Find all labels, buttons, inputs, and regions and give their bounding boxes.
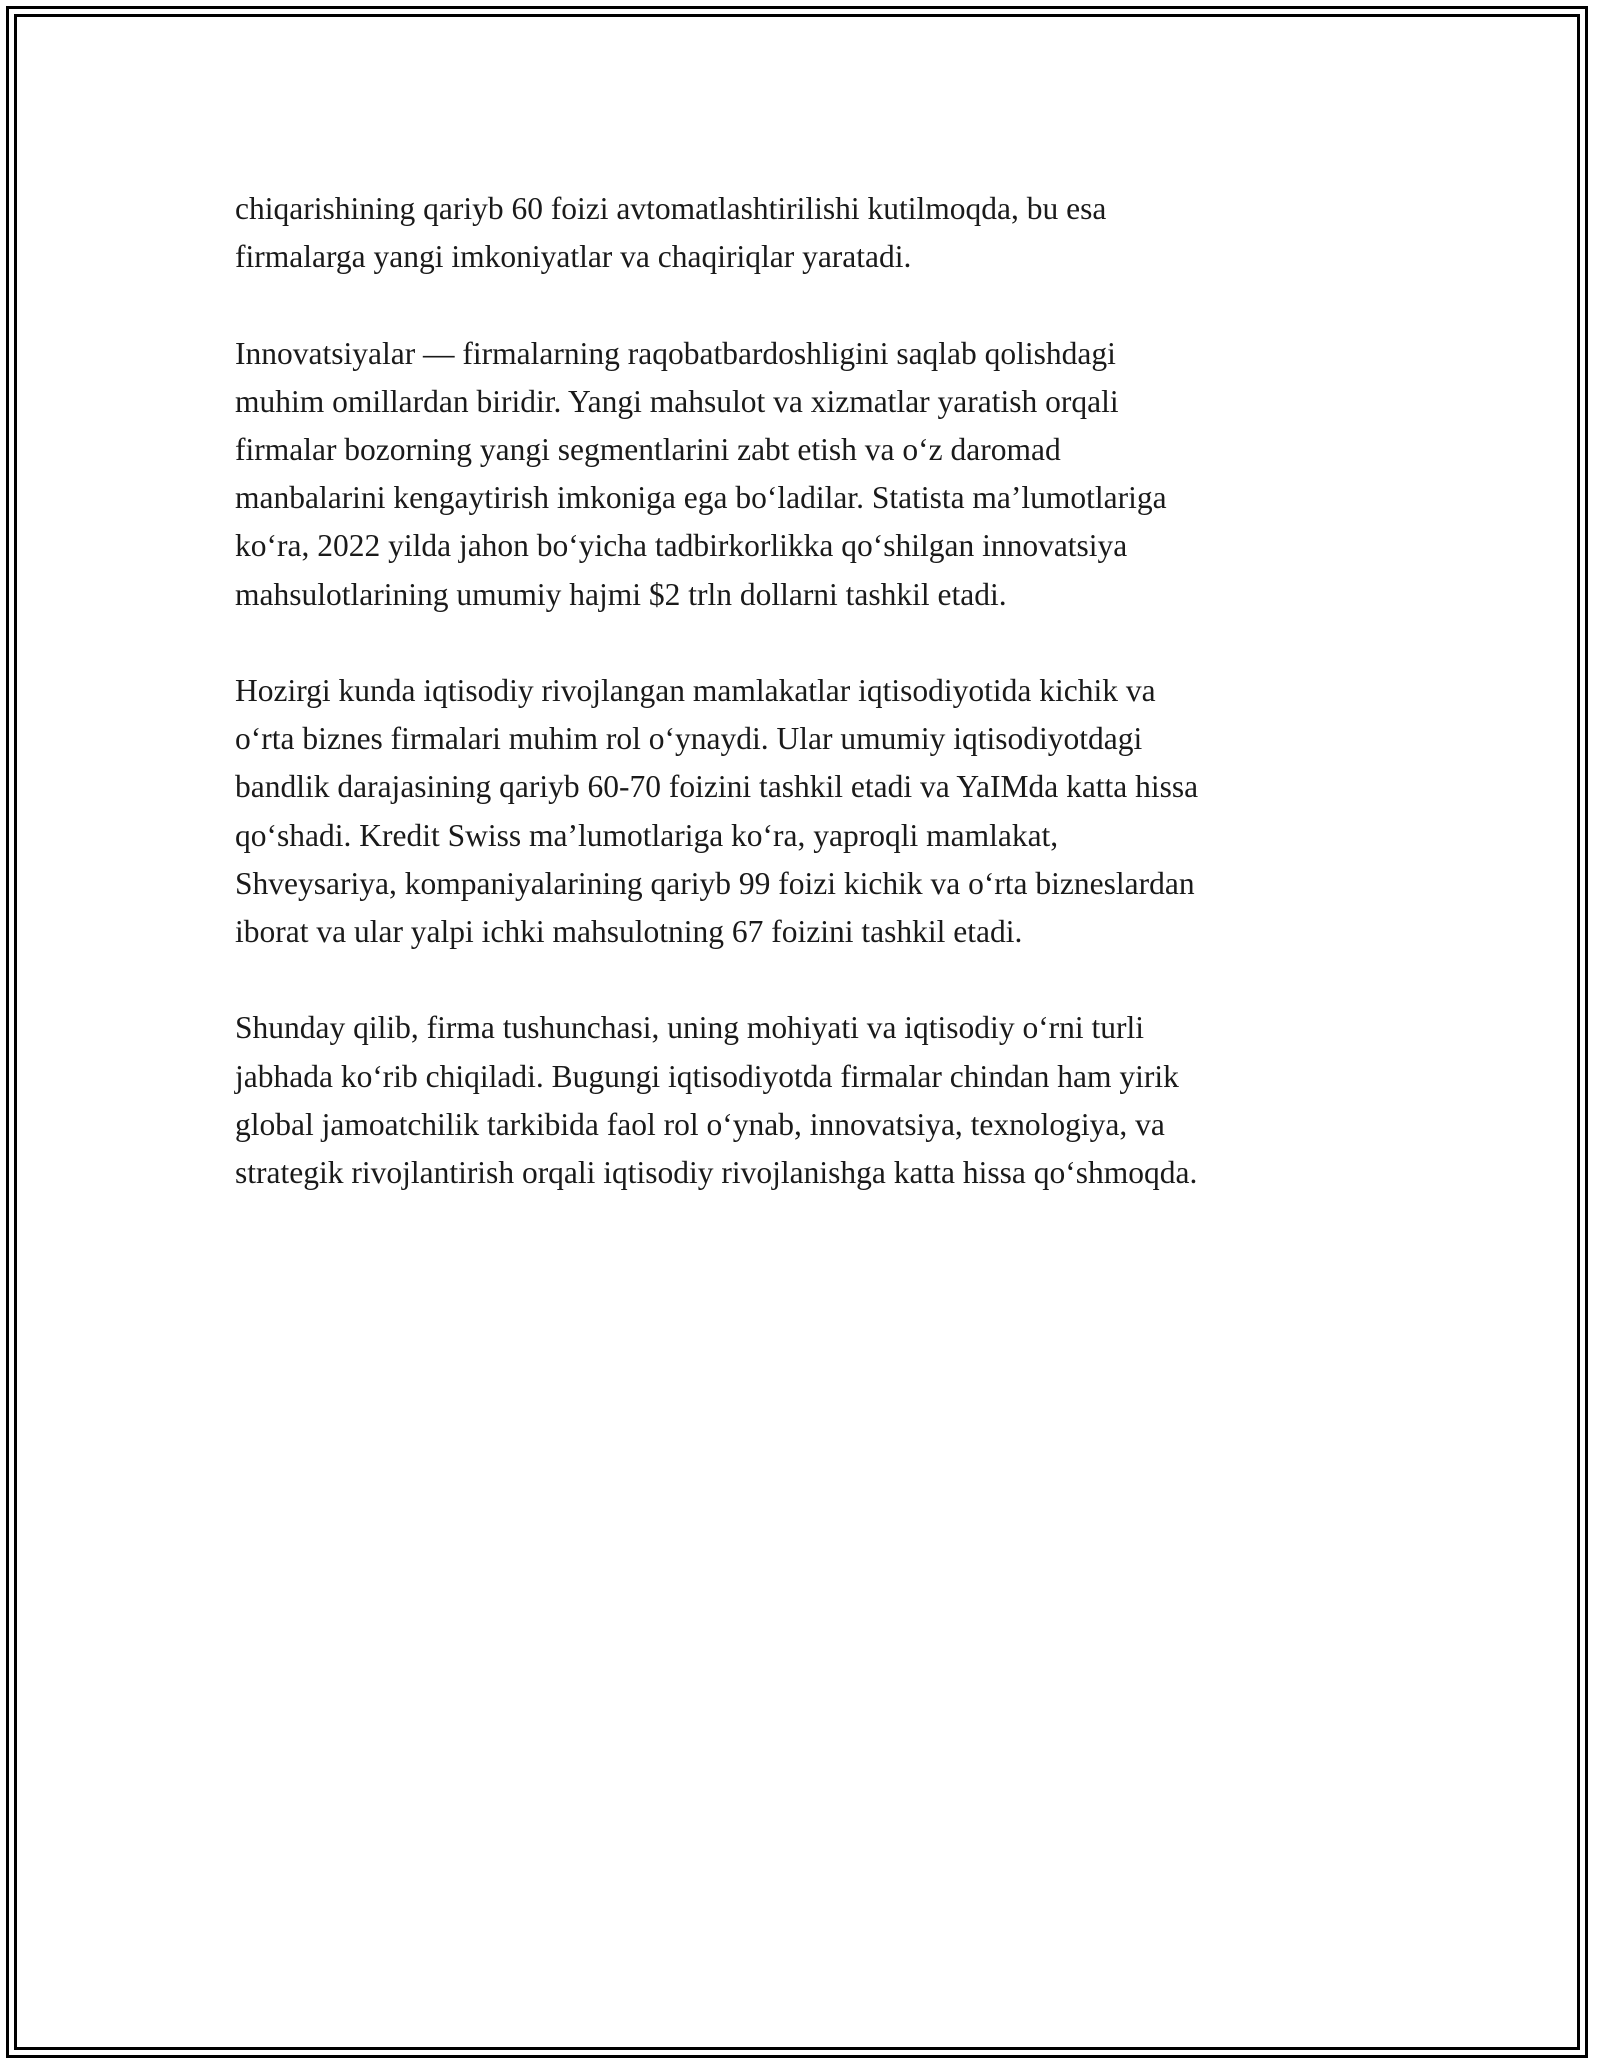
paragraph-automation: chiqarishining qariyb 60 foizi avtomatlashtirilishi kutilmoqda, bu esa firmalarga yangi imkoniyatlar va chaqiriqlar yaratadi. — [235, 191, 1107, 275]
document-body — [235, 185, 1395, 1245]
paragraph-small-business: Hozirgi kunda iqtisodiy rivojlangan mamlakatlar iqtisodiyotida kichik va oʻrta biznes firmalari muhim rol oʻynaydi. Ular umumiy iqtisodiyotdagi bandlik darajasining qariyb 60-70 foizini tashkil etadi va YaIMda katta hissa qoʻshadi. Kredit Swiss maʼlumotlariga koʻra, yaproqli mamlakat, Shveysariya, kompaniyalarining qariyb 99 foizi kichik va oʻrta bizneslardan iborat va ular yalpi ichki mahsulotning 67 foizini tashkil etadi. — [235, 673, 1199, 950]
paragraph-innovation: Innovatsiyalar — firmalarning raqobatbardoshligini saqlab qolishdagi muhim omillardan biridir. Yangi mahsulot va xizmatlar yaratish orqali firmalar bozorning yangi segmentlarini zabt etish va oʻz daromad manbalarini kengaytirish imkoniga ega boʻladilar. Statista maʼlumotlariga koʻra, 2022 yilda jahon boʻyicha tadbirkorlikka qoʻshilgan innovatsiya mahsulotlarining umumiy hajmi $2 trln dollarni tashkil etadi. — [235, 335, 1167, 612]
paragraph-conclusion: Shunday qilib, firma tushunchasi, uning mohiyati va iqtisodiy oʻrni turli jabhada koʻrib chiqiladi. Bugungi iqtisodiyotda firmalar chindan ham yirik global jamoatchilik tarkibida faol rol oʻynab, innovatsiya, texnologiya, va strategik rivojlantirish orqali iqtisodiy rivojlanishga katta hissa qoʻshmoqda. — [235, 1010, 1198, 1191]
